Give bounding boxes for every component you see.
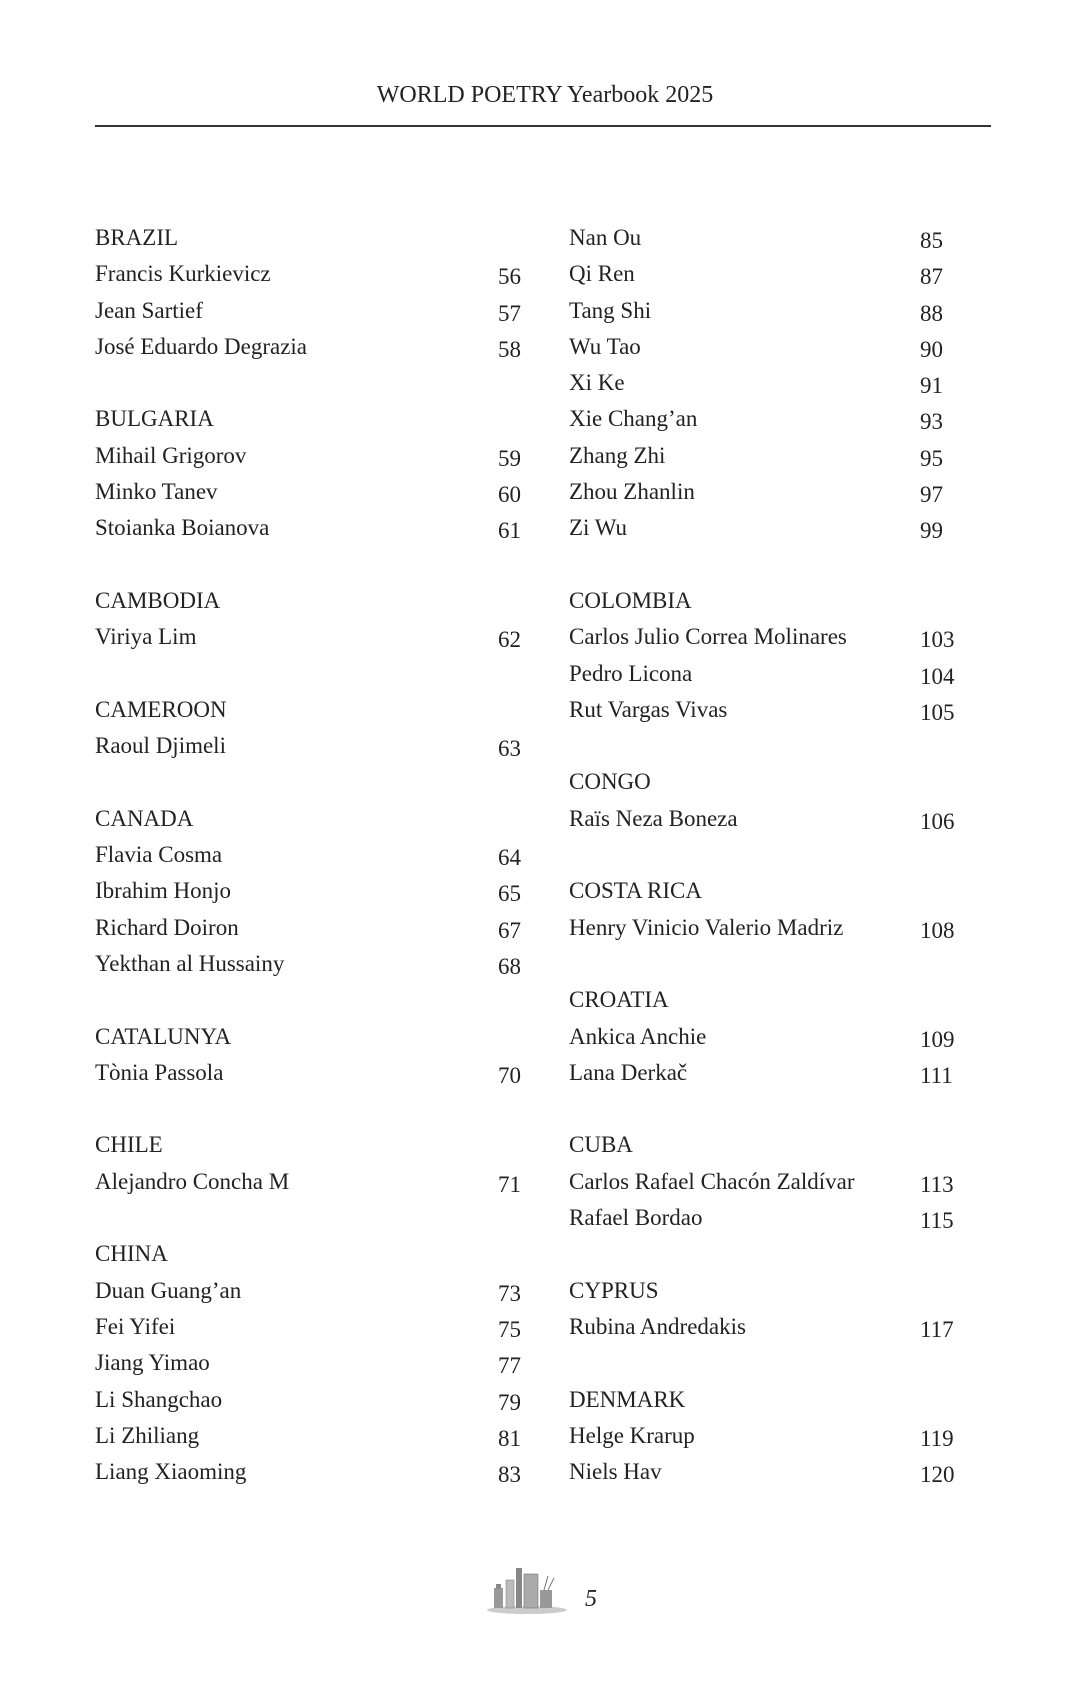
page-ref: 60 <box>498 482 521 508</box>
poet-name: Richard Doiron <box>95 914 239 940</box>
poet-name: Rafael Bordao <box>569 1205 703 1231</box>
poet-name: Yekthan al Hussainy <box>95 950 285 976</box>
page-ref: 115 <box>920 1208 954 1234</box>
toc-entry <box>569 692 961 728</box>
page-ref: 105 <box>920 699 955 725</box>
poet-name: Minko Tanev <box>95 479 218 505</box>
poet-name: Helge Krarup <box>569 1422 695 1448</box>
toc-entry <box>95 293 525 329</box>
poet-name: Niels Hav <box>569 1459 662 1485</box>
page-ref: 81 <box>498 1425 521 1451</box>
spacer <box>569 1091 961 1127</box>
country-heading: CHINA <box>95 1241 168 1267</box>
toc-entry <box>95 1055 525 1091</box>
page-ref: 61 <box>498 518 521 544</box>
toc-entry <box>569 619 961 655</box>
poet-name: Jean Sartief <box>95 297 203 323</box>
spacer <box>95 1091 525 1127</box>
poet-name: José Eduardo Degrazia <box>95 333 308 359</box>
poet-name: Raoul Djimeli <box>95 733 226 759</box>
country-heading: CATALUNYA <box>95 1023 232 1049</box>
toc-entry <box>569 401 961 437</box>
page-number: 5 <box>585 1586 597 1612</box>
page-ref: 59 <box>498 445 521 471</box>
page-ref: 111 <box>920 1062 953 1088</box>
toc-entry <box>569 910 961 946</box>
page-ref: 103 <box>920 627 955 653</box>
page-ref: 75 <box>498 1316 521 1342</box>
page-ref: 65 <box>498 881 521 907</box>
header-rule <box>95 125 991 127</box>
toc-entry <box>95 873 525 909</box>
poet-name: Zhou Zhanlin <box>569 479 695 505</box>
toc-entry <box>569 293 961 329</box>
toc-column-left <box>95 220 525 1490</box>
poet-name: Carlos Julio Correa Molinares <box>569 624 847 650</box>
country-heading: CROATIA <box>569 987 669 1013</box>
page-ref: 90 <box>920 336 943 362</box>
spacer <box>95 982 525 1018</box>
toc-entry <box>569 1164 961 1200</box>
page-ref: 91 <box>920 373 943 399</box>
toc-entry <box>95 1309 525 1345</box>
toc-entry <box>95 256 525 292</box>
toc-entry <box>95 728 525 764</box>
page-ref: 97 <box>920 482 943 508</box>
toc-entry <box>569 1055 961 1091</box>
spacer <box>95 365 525 401</box>
toc-entry <box>95 329 525 365</box>
spacer <box>95 656 525 692</box>
spacer <box>569 837 961 873</box>
page-ref: 77 <box>498 1353 521 1379</box>
poet-name: Rut Vargas Vivas <box>569 696 728 722</box>
page-ref: 73 <box>498 1280 521 1306</box>
poet-name: Tang Shi <box>569 297 652 323</box>
toc-entry <box>95 1382 525 1418</box>
country-heading: BRAZIL <box>95 225 179 250</box>
toc-entry <box>569 329 961 365</box>
poet-name: Viriya Lim <box>95 624 197 650</box>
country-heading: BULGARIA <box>95 406 214 432</box>
poet-name: Stoianka Boianova <box>95 515 270 541</box>
page-ref: 95 <box>920 445 943 471</box>
country-heading: CYPRUS <box>569 1277 659 1303</box>
running-header: WORLD POETRY Yearbook 2025 <box>376 82 714 108</box>
toc-entry <box>95 1454 525 1490</box>
poet-name: Henry Vinicio Valerio Madriz <box>569 914 844 940</box>
poet-name: Lana Derkač <box>569 1059 688 1085</box>
poet-name: Xie Chang’an <box>569 406 698 432</box>
spacer <box>95 764 525 800</box>
page-ref: 70 <box>498 1062 521 1088</box>
page-ref: 63 <box>498 736 521 762</box>
toc-entry <box>95 438 525 474</box>
poet-name: Li Shangchao <box>95 1386 223 1412</box>
page-ref: 88 <box>920 300 943 326</box>
poet-name: Pedro Licona <box>569 660 693 686</box>
country-heading: COSTA RICA <box>569 878 702 904</box>
page-ref: 62 <box>498 627 521 653</box>
page-ref: 99 <box>920 518 943 544</box>
country-heading: CAMBODIA <box>95 587 221 613</box>
toc-entry <box>95 837 525 873</box>
page-ref: 108 <box>920 917 955 943</box>
country-heading: COLOMBIA <box>569 587 692 613</box>
spacer <box>95 547 525 583</box>
spacer <box>569 946 961 982</box>
toc-entry <box>569 1418 961 1454</box>
spacer <box>569 728 961 764</box>
toc-entry <box>569 256 961 292</box>
page-ref: 68 <box>498 953 521 979</box>
country-heading: CHILE <box>95 1132 163 1158</box>
page-ref: 56 <box>498 264 521 290</box>
page-ref: 67 <box>498 917 521 943</box>
page-ref: 57 <box>498 300 521 326</box>
spacer <box>569 1236 961 1272</box>
page-ref: 87 <box>920 264 943 290</box>
spacer <box>569 1345 961 1381</box>
toc-entry <box>95 946 525 982</box>
toc-entry <box>569 656 961 692</box>
poet-name: Carlos Rafael Chacón Zaldívar <box>569 1168 855 1194</box>
poet-name: Liang Xiaoming <box>95 1459 247 1485</box>
page-ref: 79 <box>498 1389 521 1415</box>
page-ref: 104 <box>920 663 955 689</box>
country-heading: CAMEROON <box>95 696 227 722</box>
page-ref: 119 <box>920 1425 954 1451</box>
toc-entry <box>95 619 525 655</box>
poet-name: Francis Kurkievicz <box>95 261 271 287</box>
page-ref: 83 <box>498 1462 521 1488</box>
poet-name: Zhang Zhi <box>569 442 666 468</box>
poet-name: Tònia Passola <box>95 1059 224 1085</box>
poet-name: Nan Ou <box>569 225 642 250</box>
country-heading: DENMARK <box>569 1386 686 1412</box>
toc-column-right <box>569 220 961 1490</box>
toc-entry <box>95 1345 525 1381</box>
poet-name: Jiang Yimao <box>95 1350 210 1376</box>
poet-name: Wu Tao <box>569 333 641 359</box>
toc-entry <box>569 1019 961 1055</box>
page-ref: 120 <box>920 1462 955 1488</box>
poet-name: Fei Yifei <box>95 1313 176 1339</box>
country-heading: CANADA <box>95 805 194 831</box>
page-ref: 117 <box>920 1316 954 1342</box>
spacer <box>95 1200 525 1236</box>
poet-name: Xi Ke <box>569 370 625 396</box>
toc-entry <box>95 910 525 946</box>
toc-entry <box>569 220 961 256</box>
page-ref: 85 <box>920 228 943 253</box>
toc-entry <box>569 365 961 401</box>
poet-name: Rubina Andredakis <box>569 1313 746 1339</box>
poet-name: Mihail Grigorov <box>95 442 247 468</box>
toc-entry <box>95 1164 525 1200</box>
toc-entry <box>569 1309 961 1345</box>
toc-entry <box>95 1418 525 1454</box>
toc-entry <box>95 474 525 510</box>
page-ref: 113 <box>920 1171 954 1197</box>
page-ref: 58 <box>498 336 521 362</box>
toc-entry <box>95 1273 525 1309</box>
toc-entry <box>569 510 961 546</box>
page-ref: 64 <box>498 845 521 871</box>
toc-entry <box>569 438 961 474</box>
toc-entry <box>569 474 961 510</box>
country-heading: CONGO <box>569 769 651 795</box>
poet-name: Ankica Anchie <box>569 1023 707 1049</box>
poet-name: Zi Wu <box>569 515 628 541</box>
page-ref: 93 <box>920 409 943 435</box>
page-ref: 71 <box>498 1171 521 1197</box>
spacer <box>569 547 961 583</box>
poet-name: Duan Guang’an <box>95 1277 242 1303</box>
page-ref: 106 <box>920 808 955 834</box>
page-ref: 109 <box>920 1026 955 1052</box>
poet-name: Qi Ren <box>569 261 635 287</box>
toc-entry <box>569 1200 961 1236</box>
poet-name: Raïs Neza Boneza <box>569 805 738 831</box>
poet-name: Flavia Cosma <box>95 842 223 868</box>
poet-name: Alejandro Concha M <box>95 1168 290 1194</box>
toc-entry <box>569 801 961 837</box>
poet-name: Ibrahim Honjo <box>95 878 232 904</box>
toc-entry <box>95 510 525 546</box>
poet-name: Li Zhiliang <box>95 1422 200 1448</box>
country-heading: CUBA <box>569 1132 633 1158</box>
toc-entry <box>569 1454 961 1490</box>
books-illustration-icon <box>484 1560 570 1616</box>
